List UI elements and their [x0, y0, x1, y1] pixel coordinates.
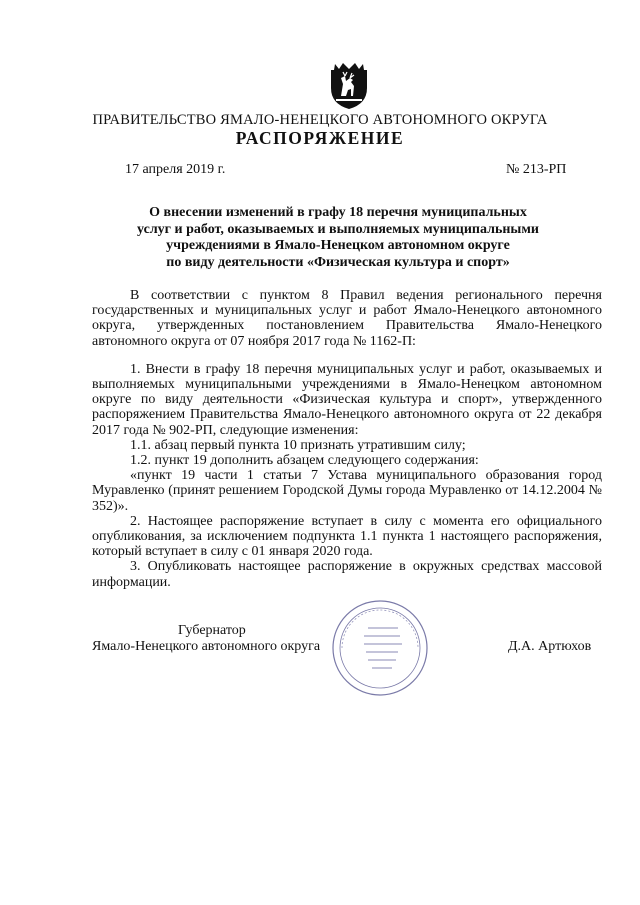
quoted-paragraph: «пункт 19 части 1 статьи 7 Устава муниципального образования город Муравленко (принят решением Городской Думы города Муравленко от 14.12.2004 № 352)».	[92, 468, 602, 514]
document-date: 17 апреля 2019 г.	[125, 162, 226, 177]
document-type-title: РАСПОРЯЖЕНИЕ	[235, 128, 405, 148]
clause-1-1-paragraph: 1.1. абзац первый пункта 10 признать утратившим силу;	[130, 437, 466, 453]
official-stamp-icon	[320, 598, 440, 698]
clause-1-paragraph: 1. Внести в графу 18 перечня муниципальных услуг и работ, оказываемых и выполняемых муниципальными учреждениями в Ямало-Ненецком автономном округе по виду деятельности «Физическая культура и спорт», утвержденного распоряжением Правительства Ямало-Ненецкого автономного округа от 22 декабря 2017 года № 902-РП, следующие изменения:	[92, 361, 602, 438]
clause-3-paragraph: 3. Опубликовать настоящее распоряжение в окружных средствах массовой информации.	[92, 559, 602, 590]
signatory-organization: Ямало-Ненецкого автономного округа	[92, 639, 321, 654]
clause-2-paragraph: 2. Настоящее распоряжение вступает в силу с момента его официального опубликования, за исключением подпункта 1.1 пункта 1 настоящего распоряжения, который вступает в силу с 01 января 2020 года.	[92, 513, 602, 560]
signatory-title: Губернатор	[178, 623, 246, 638]
preamble-paragraph: В соответствии с пунктом 8 Правил ведения регионального перечня государственных и муниципальных услуг и работ Ямало-Ненецкого автономного округа, утвержденных постановлением Правительства Ямало-Ненецкого автономного округа от 07 ноября 2017 года № 1162-П:	[92, 288, 602, 349]
subject-line: О внесении изменений в графу 18 перечня муниципальных	[149, 205, 527, 220]
subject-line: учреждениями в Ямало-Ненецком автономном округе	[166, 238, 510, 253]
document-subject	[110, 205, 566, 271]
coat-of-arms-icon	[327, 60, 371, 110]
clause-1-2-paragraph: 1.2. пункт 19 дополнить абзацем следующего содержания:	[130, 453, 479, 469]
document-number: № 213-РП	[506, 162, 567, 177]
document-body	[92, 288, 602, 590]
signatory-name: Д.А. Артюхов	[508, 639, 592, 654]
subject-line: по виду деятельности «Физическая культура и спорт»	[166, 254, 510, 270]
subject-line: услуг и работ, оказываемых и выполняемых муниципальными	[137, 221, 539, 237]
government-name: ПРАВИТЕЛЬСТВО ЯМАЛО-НЕНЕЦКОГО АВТОНОМНОГО ОКРУГА	[92, 112, 548, 128]
